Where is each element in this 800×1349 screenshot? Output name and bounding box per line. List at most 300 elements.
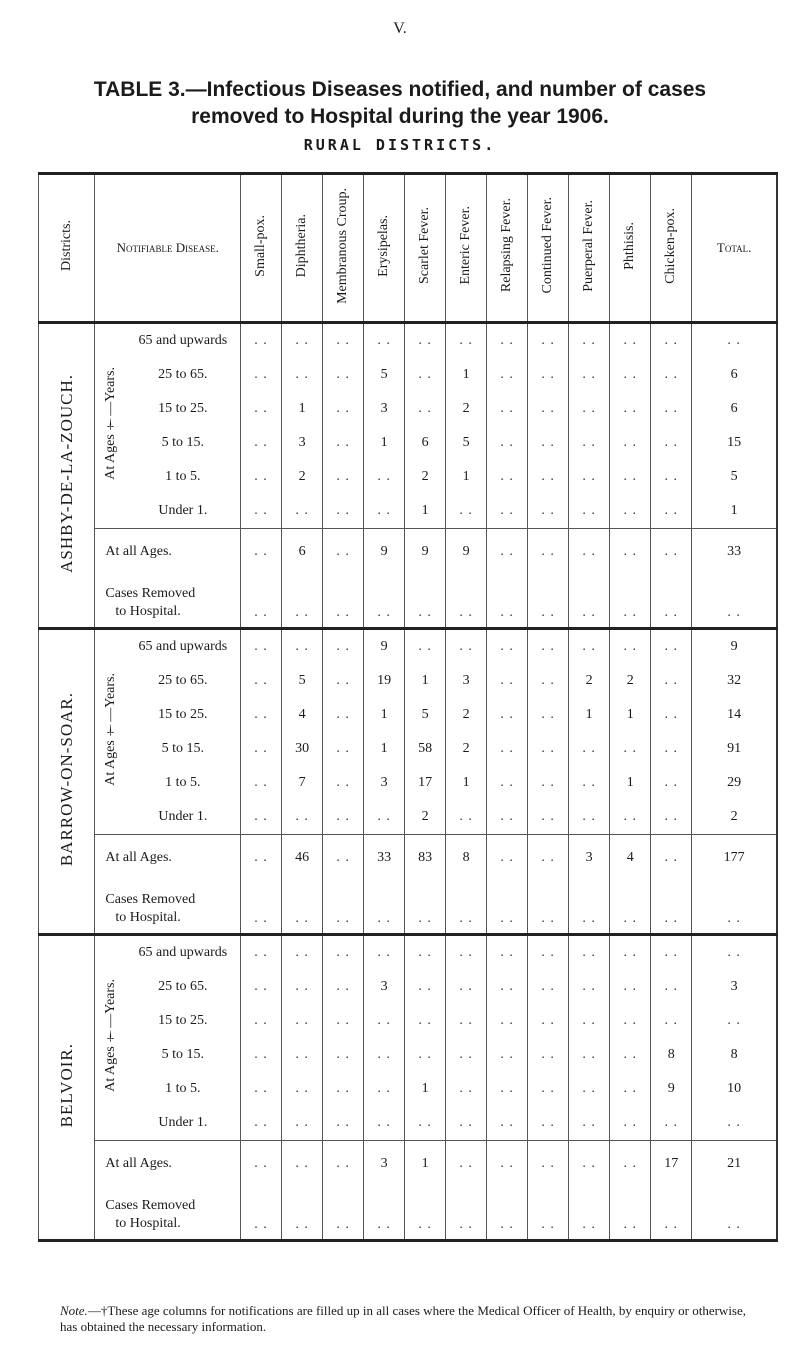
table-row: [39, 970, 778, 1004]
table-cell: . .: [528, 664, 569, 698]
district-name-belvoir: BELVOIR.: [39, 935, 95, 1241]
age-category-label: Under 1.: [158, 809, 208, 824]
table-cell: 7: [282, 766, 323, 800]
title-line-2: removed to Hospital during the year 1906.: [191, 105, 609, 128]
table-cell: . .: [364, 1004, 405, 1038]
removed-cell: . .: [241, 575, 282, 629]
removed-cell: . .: [446, 881, 487, 935]
age-group-label: At Ages †—Years.: [95, 935, 126, 1141]
table-cell: . .: [692, 1106, 777, 1141]
table-cell: 1: [282, 392, 323, 426]
removed-to-hospital-label: [95, 881, 241, 935]
table-cell: . .: [364, 800, 405, 835]
table-cell: . .: [241, 766, 282, 800]
all-ages-cell: 33: [692, 529, 777, 576]
table-cell: . .: [323, 766, 364, 800]
table-cell: 8: [651, 1038, 692, 1072]
table-cell: 2: [610, 664, 651, 698]
table-cell: . .: [323, 1038, 364, 1072]
table-cell: . .: [282, 970, 323, 1004]
table-cell: 9: [692, 629, 777, 665]
header-diphtheria: Diphtheria.: [282, 174, 323, 323]
table-cell: . .: [405, 935, 446, 971]
table-cell: . .: [487, 358, 528, 392]
table-cell: . .: [323, 800, 364, 835]
table-cell: . .: [651, 1004, 692, 1038]
table-cell: . .: [528, 766, 569, 800]
table-row: [39, 1072, 778, 1106]
table-row: [39, 766, 778, 800]
table-cell: . .: [282, 494, 323, 529]
table-cell: . .: [569, 970, 610, 1004]
table-cell: . .: [569, 392, 610, 426]
table-cell: . .: [241, 970, 282, 1004]
table-cell: . .: [610, 426, 651, 460]
table-cell: . .: [651, 766, 692, 800]
all-ages-cell: 6: [282, 529, 323, 576]
all-ages-cell: . .: [323, 529, 364, 576]
all-ages-cell: 3: [569, 835, 610, 882]
table-cell: . .: [651, 460, 692, 494]
table-cell: 2: [446, 698, 487, 732]
table-cell: 5: [446, 426, 487, 460]
removed-cell: . .: [241, 881, 282, 935]
table-cell: 3: [364, 392, 405, 426]
removed-label-line-1: Cases Removed: [105, 586, 196, 601]
all-ages-cell: 4: [610, 835, 651, 882]
table-cell: . .: [487, 970, 528, 1004]
table-row: [39, 323, 778, 359]
table-cell: . .: [569, 323, 610, 359]
table-cell: . .: [323, 732, 364, 766]
table-cell: . .: [241, 460, 282, 494]
table-cell: . .: [487, 800, 528, 835]
table-cell: . .: [487, 426, 528, 460]
table-cell: . .: [610, 494, 651, 529]
table-row: [39, 460, 778, 494]
table-row: [39, 1106, 778, 1141]
all-ages-cell: 21: [692, 1141, 777, 1188]
age-category-label: 65 and upwards: [126, 629, 241, 665]
table-cell: . .: [692, 323, 777, 359]
removed-cell: . .: [364, 881, 405, 935]
table-cell: . .: [241, 1106, 282, 1141]
table-cell: 9: [364, 629, 405, 665]
table-cell: . .: [282, 1004, 323, 1038]
all-ages-cell: . .: [651, 529, 692, 576]
removed-cell: . .: [487, 575, 528, 629]
removed-cell: . .: [692, 1187, 777, 1241]
age-category-label: 1 to 5.: [165, 1081, 201, 1096]
age-category-label: 5 to 15.: [161, 741, 205, 756]
table-cell: . .: [610, 935, 651, 971]
table-row: [39, 392, 778, 426]
header-membranous-croup: Membranous Croup.: [323, 174, 364, 323]
table-cell: 1: [405, 664, 446, 698]
table-cell: . .: [487, 494, 528, 529]
table-cell: . .: [569, 1004, 610, 1038]
table-cell: . .: [569, 732, 610, 766]
age-category-label: 15 to 25.: [158, 401, 208, 416]
all-ages-cell: 9: [364, 529, 405, 576]
table-cell: . .: [528, 323, 569, 359]
all-ages-cell: . .: [241, 835, 282, 882]
removed-cell: . .: [446, 575, 487, 629]
table-cell: 1: [364, 426, 405, 460]
table-cell: . .: [241, 323, 282, 359]
age-category-label: 25 to 65.: [158, 367, 208, 382]
age-category-label: 15 to 25.: [158, 707, 208, 722]
table-cell: . .: [241, 698, 282, 732]
table-cell: . .: [323, 392, 364, 426]
all-ages-cell: . .: [487, 1141, 528, 1188]
table-cell: 1: [446, 766, 487, 800]
table-cell: 1: [446, 460, 487, 494]
table-cell: 2: [405, 800, 446, 835]
table-cell: . .: [241, 1072, 282, 1106]
table-cell: . .: [323, 358, 364, 392]
table-cell: . .: [651, 1106, 692, 1141]
header-total: Total.: [692, 174, 777, 323]
table-cell: . .: [446, 935, 487, 971]
table-cell: . .: [446, 323, 487, 359]
removed-cell: . .: [569, 575, 610, 629]
all-ages-cell: . .: [610, 1141, 651, 1188]
table-cell: . .: [241, 935, 282, 971]
table-cell: 4: [282, 698, 323, 732]
all-ages-cell: . .: [610, 529, 651, 576]
table-row: [39, 698, 778, 732]
all-ages-cell: 33: [364, 835, 405, 882]
removed-cell: . .: [610, 1187, 651, 1241]
all-ages-cell: 3: [364, 1141, 405, 1188]
table-row: [39, 426, 778, 460]
removed-cell: . .: [241, 1187, 282, 1241]
table-cell: . .: [487, 323, 528, 359]
all-ages-cell: . .: [528, 529, 569, 576]
table-cell: . .: [569, 460, 610, 494]
all-ages-cell: 83: [405, 835, 446, 882]
table-cell: . .: [241, 358, 282, 392]
table-cell: 1: [569, 698, 610, 732]
all-ages-cell: . .: [282, 1141, 323, 1188]
table-cell: . .: [446, 1106, 487, 1141]
note-text: —†These age columns for notifications are filled up in all cases where the Medical Officer of Health, by enquiry or otherwise, has obtained the necessary information.: [60, 1303, 747, 1334]
removed-to-hospital-row: [39, 881, 778, 935]
all-ages-label: At all Ages.: [95, 1141, 241, 1188]
table-cell: . .: [651, 629, 692, 665]
age-category-label: 1 to 5.: [165, 469, 201, 484]
removed-cell: . .: [282, 575, 323, 629]
removed-cell: . .: [487, 1187, 528, 1241]
removed-cell: . .: [487, 881, 528, 935]
table-cell: . .: [651, 358, 692, 392]
age-category-label: 65 and upwards: [126, 935, 241, 971]
removed-cell: . .: [569, 881, 610, 935]
header-notifiable-disease: Notifiable Disease.: [95, 174, 241, 323]
all-ages-cell: . .: [323, 1141, 364, 1188]
table-cell: . .: [323, 1072, 364, 1106]
table-cell: . .: [405, 970, 446, 1004]
table-cell: . .: [282, 323, 323, 359]
table-cell: . .: [364, 1038, 405, 1072]
table-cell: . .: [323, 664, 364, 698]
header-continued-fever: Continued Fever.: [528, 174, 569, 323]
header-erysipelas: Erysipelas.: [364, 174, 405, 323]
all-ages-cell: 46: [282, 835, 323, 882]
table-cell: 5: [692, 460, 777, 494]
table-cell: . .: [241, 1038, 282, 1072]
removed-cell: . .: [692, 575, 777, 629]
table-cell: . .: [323, 698, 364, 732]
table-cell: . .: [405, 1004, 446, 1038]
all-ages-cell: 1: [405, 1141, 446, 1188]
table-subtitle: RURAL DISTRICTS.: [303, 136, 497, 154]
table-cell: 8: [692, 1038, 777, 1072]
table-cell: 6: [692, 358, 777, 392]
table-cell: . .: [323, 494, 364, 529]
table-cell: . .: [569, 1038, 610, 1072]
table-cell: . .: [528, 426, 569, 460]
age-category-label: 25 to 65.: [158, 673, 208, 688]
removed-cell: . .: [323, 881, 364, 935]
header-puerperal-fever: Puerperal Fever.: [569, 174, 610, 323]
table-cell: 3: [692, 970, 777, 1004]
table-cell: . .: [323, 426, 364, 460]
table-cell: . .: [446, 1072, 487, 1106]
table-cell: . .: [610, 1106, 651, 1141]
table-cell: . .: [651, 323, 692, 359]
table-cell: . .: [569, 766, 610, 800]
table-cell: 3: [446, 664, 487, 698]
table-cell: . .: [610, 732, 651, 766]
district-name-barrow-on-soar: BARROW-ON-SOAR.: [39, 629, 95, 935]
table-cell: . .: [528, 629, 569, 665]
table-cell: 1: [610, 766, 651, 800]
table-cell: 91: [692, 732, 777, 766]
table-cell: . .: [487, 664, 528, 698]
removed-cell: . .: [651, 881, 692, 935]
all-ages-cell: . .: [241, 1141, 282, 1188]
all-ages-cell: . .: [446, 1141, 487, 1188]
all-ages-cell: . .: [569, 1141, 610, 1188]
table-cell: . .: [405, 629, 446, 665]
table-cell: . .: [282, 1038, 323, 1072]
table-cell: . .: [528, 1106, 569, 1141]
header-chicken-pox: Chicken-pox.: [651, 174, 692, 323]
table-cell: . .: [241, 732, 282, 766]
table-row: [39, 1004, 778, 1038]
table-cell: 1: [364, 698, 405, 732]
removed-cell: . .: [610, 575, 651, 629]
table-cell: . .: [323, 935, 364, 971]
table-cell: 2: [569, 664, 610, 698]
table-cell: 6: [405, 426, 446, 460]
table-cell: . .: [528, 935, 569, 971]
table-cell: . .: [610, 629, 651, 665]
table-title: [0, 76, 800, 130]
table-cell: . .: [528, 1004, 569, 1038]
table-cell: 1: [405, 494, 446, 529]
table-cell: . .: [487, 732, 528, 766]
table-cell: 2: [282, 460, 323, 494]
header-row: [39, 174, 778, 323]
table-cell: . .: [364, 323, 405, 359]
all-ages-label: At all Ages.: [95, 529, 241, 576]
table-cell: . .: [241, 629, 282, 665]
table-cell: . .: [610, 800, 651, 835]
header-scarlet-fever: Scarlet Fever.: [405, 174, 446, 323]
table-cell: . .: [487, 629, 528, 665]
table-cell: . .: [487, 1004, 528, 1038]
table-cell: . .: [446, 970, 487, 1004]
age-category-label: 1 to 5.: [165, 775, 201, 790]
all-ages-cell: 17: [651, 1141, 692, 1188]
table-cell: . .: [651, 664, 692, 698]
removed-cell: . .: [651, 575, 692, 629]
all-ages-cell: 177: [692, 835, 777, 882]
table-cell: . .: [405, 1038, 446, 1072]
table-cell: . .: [323, 629, 364, 665]
all-ages-cell: 8: [446, 835, 487, 882]
table-cell: 3: [282, 426, 323, 460]
age-group-label: At Ages †—Years.: [95, 323, 126, 529]
table-row: [39, 732, 778, 766]
table-cell: 19: [364, 664, 405, 698]
table-cell: . .: [487, 1038, 528, 1072]
table-row: [39, 494, 778, 529]
table-cell: . .: [569, 629, 610, 665]
header-phthisis: Phthisis.: [610, 174, 651, 323]
table-cell: . .: [282, 800, 323, 835]
table-cell: . .: [528, 494, 569, 529]
table-row: [39, 1038, 778, 1072]
table-cell: 3: [364, 766, 405, 800]
age-category-label: Under 1.: [158, 503, 208, 518]
table-cell: . .: [692, 935, 777, 971]
table-cell: . .: [569, 935, 610, 971]
page-number: V.: [393, 20, 407, 37]
table-cell: . .: [487, 935, 528, 971]
table-cell: . .: [241, 392, 282, 426]
table-cell: . .: [610, 392, 651, 426]
table-row: [39, 935, 778, 971]
table-cell: . .: [323, 323, 364, 359]
all-ages-cell: . .: [487, 529, 528, 576]
table-cell: 2: [405, 460, 446, 494]
table-row: [39, 800, 778, 835]
table-cell: . .: [487, 1072, 528, 1106]
district-name-ashby-de-la-zouch: ASHBY-DE-LA-ZOUCH.: [39, 323, 95, 629]
all-ages-cell: 9: [446, 529, 487, 576]
table-cell: . .: [446, 800, 487, 835]
table-cell: . .: [569, 426, 610, 460]
table-cell: 1: [446, 358, 487, 392]
table-cell: . .: [610, 970, 651, 1004]
table-cell: . .: [610, 323, 651, 359]
table-cell: . .: [323, 460, 364, 494]
removed-cell: . .: [364, 575, 405, 629]
table-cell: . .: [528, 698, 569, 732]
table-cell: . .: [569, 494, 610, 529]
table-cell: . .: [487, 698, 528, 732]
table-cell: . .: [569, 1072, 610, 1106]
table-cell: 5: [282, 664, 323, 698]
header-enteric-fever: Enteric Fever.: [446, 174, 487, 323]
table-cell: . .: [241, 664, 282, 698]
removed-cell: . .: [364, 1187, 405, 1241]
table-cell: . .: [364, 935, 405, 971]
table-cell: 17: [405, 766, 446, 800]
table-cell: 5: [364, 358, 405, 392]
table-cell: 9: [651, 1072, 692, 1106]
table-cell: 2: [446, 392, 487, 426]
header-relapsing-fever: Relapsing Fever.: [487, 174, 528, 323]
table-cell: . .: [528, 800, 569, 835]
table-cell: . .: [241, 1004, 282, 1038]
table-cell: . .: [446, 1004, 487, 1038]
table-cell: . .: [364, 1072, 405, 1106]
table-cell: 30: [282, 732, 323, 766]
age-group-label: At Ages †—Years.: [95, 629, 126, 835]
table-cell: . .: [569, 1106, 610, 1141]
table-row: [39, 664, 778, 698]
table-cell: . .: [610, 1004, 651, 1038]
table-cell: . .: [364, 494, 405, 529]
table-cell: . .: [446, 1038, 487, 1072]
table-cell: . .: [487, 1106, 528, 1141]
table-cell: . .: [487, 460, 528, 494]
removed-cell: . .: [323, 575, 364, 629]
table-cell: 1: [405, 1072, 446, 1106]
removed-cell: . .: [651, 1187, 692, 1241]
table-cell: . .: [282, 1072, 323, 1106]
removed-label-line-1: Cases Removed: [105, 892, 196, 907]
removed-cell: . .: [610, 881, 651, 935]
removed-cell: . .: [528, 1187, 569, 1241]
table-cell: . .: [241, 494, 282, 529]
infectious-diseases-table: [38, 172, 778, 1242]
table-cell: . .: [446, 494, 487, 529]
table-cell: . .: [323, 970, 364, 1004]
removed-cell: . .: [282, 1187, 323, 1241]
table-cell: . .: [651, 392, 692, 426]
removed-label-line-2: to Hospital.: [115, 910, 181, 925]
removed-cell: . .: [405, 881, 446, 935]
table-cell: . .: [528, 732, 569, 766]
table-cell: . .: [528, 460, 569, 494]
table-cell: . .: [610, 1072, 651, 1106]
table-cell: . .: [241, 800, 282, 835]
age-category-label: 65 and upwards: [126, 323, 241, 359]
table-cell: 15: [692, 426, 777, 460]
table-cell: 6: [692, 392, 777, 426]
table-row: [39, 358, 778, 392]
table-cell: . .: [651, 732, 692, 766]
removed-cell: . .: [405, 1187, 446, 1241]
table-cell: . .: [528, 1038, 569, 1072]
table-cell: . .: [651, 494, 692, 529]
age-category-label: 15 to 25.: [158, 1013, 208, 1028]
table-cell: . .: [692, 1004, 777, 1038]
table-cell: . .: [651, 935, 692, 971]
table-body: [39, 323, 778, 1241]
age-category-label: Under 1.: [158, 1115, 208, 1130]
table-cell: . .: [610, 358, 651, 392]
table-cell: 29: [692, 766, 777, 800]
all-ages-row: [39, 1141, 778, 1188]
table-cell: . .: [651, 800, 692, 835]
